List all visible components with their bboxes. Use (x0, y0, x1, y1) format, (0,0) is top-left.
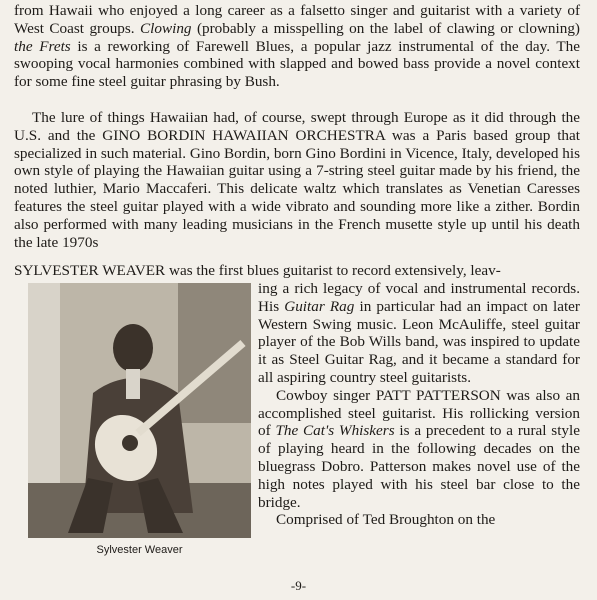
paragraph2-text: The lure of things Hawaiian had, of course, swept through Europe as it did through the U.S. and the GINO BORDIN HAWAIIAN ORCHESTRA was a Paris based group that specialized in such material. Gino Bordin, born Gino Bordini in Vicence, Italy, developed his own style of playing the Hawaiian guitar using a 7-string steel guitar made by his friend, the noted luthier, Mario Maccaferi. This delicate waltz which translates as Venetian Caresses features the steel guitar played with a wide vibrato and sounding more like a zither. Bordin also performed with many leading musicians in the French musette style up until his death the late 1970s (14, 109, 580, 251)
paragraph4-text-b: is a precedent to a rural style of playing heard in the following decades on the bluegrass Dobro. Patterson makes novel use of the high notes played with his steel bar close to the bridge. (258, 422, 580, 511)
paragraph4-italic-cats-whiskers: The Cat's Whiskers (275, 422, 395, 440)
guitarist-photo-illustration (28, 283, 251, 538)
paragraph1-italic-frets: the Frets (14, 37, 71, 55)
paragraph-hawaii (14, 2, 580, 91)
page-number: -9- (290, 578, 307, 593)
paragraph1-text-a: from Hawaii who enjoyed a long career as a falsetto singer and guitarist with a variety of West Coast groups. (14, 2, 580, 37)
paragraph1-text-b: (probably a misspelling on the label of clawing or clowning) (191, 19, 580, 37)
sylvester-weaver-photo (28, 283, 251, 538)
paragraph1-text-c: is a reworking of Farewell Blues, a popular jazz instrumental of the day. The swooping vocal harmonies combined with slapped and bowed bass provide a novel context for some fine steel guitar phrasing by Bush. (14, 37, 580, 91)
paragraph-broughton: Comprised of Ted Broughton on the (276, 511, 496, 529)
paragraph-sylvester-weaver (258, 280, 580, 387)
paragraph3-text-a: ing a rich legacy of vocal and instrumental records. His (258, 280, 580, 315)
wrapped-text-column (258, 280, 580, 529)
paragraph-patt-patterson (258, 387, 580, 512)
photo-caption: Sylvester Weaver (96, 544, 183, 556)
paragraph3-lead: SYLVESTER WEAVER was the first blues guitarist to record extensively, leav- (14, 262, 501, 279)
paragraph3-italic-guitar-rag: Guitar Rag (284, 297, 355, 315)
paragraph3-text-b: in particular had an impact on later Western Swing music. Leon McAuliffe, steel guitar player of the Bob Wills band, was inspired to update it as Steel Guitar Rag, and it became a standard for all aspiring country steel guitarists. (258, 297, 580, 386)
paragraph4-text-a: Cowboy singer PATT PATTERSON was also an accomplished steel guitarist. His rollicking version of (258, 386, 580, 440)
paragraph-gino-bordin (14, 109, 580, 251)
paragraph1-italic-clowing: Clowing (140, 19, 192, 37)
